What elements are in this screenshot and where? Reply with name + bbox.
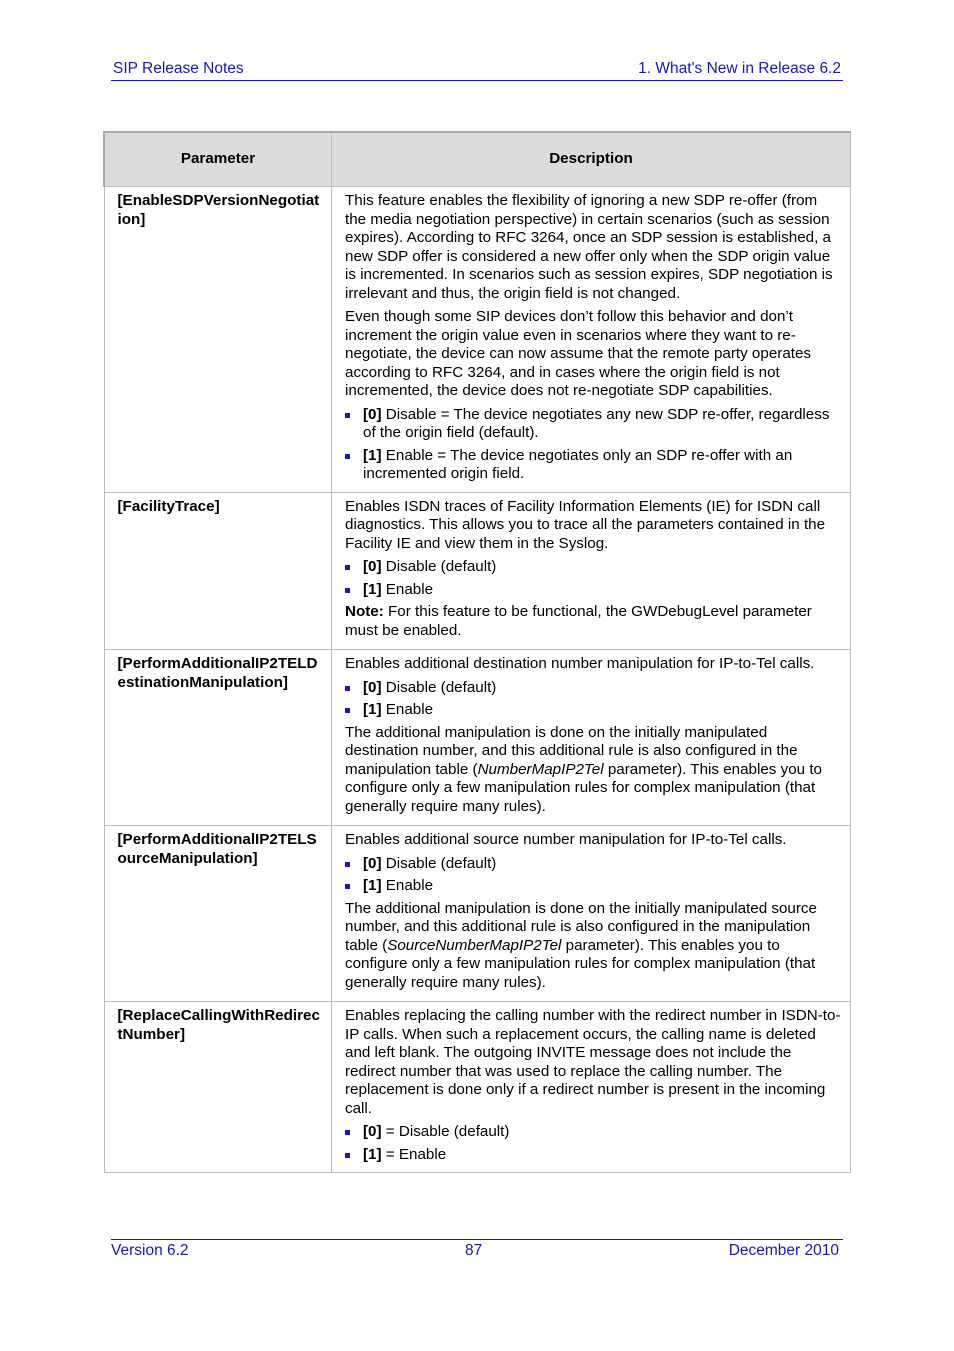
option-value: [0] [363, 1123, 382, 1140]
parameter-description [332, 650, 851, 826]
option-value: [1] [363, 446, 382, 464]
option-value: [1] [363, 580, 382, 598]
list-item [345, 558, 842, 577]
bullet-icon [345, 413, 350, 418]
note-paragraph [345, 603, 842, 640]
option-list [345, 406, 842, 484]
option-list [345, 679, 842, 720]
option-text: Disable (default) [381, 558, 497, 575]
description-paragraph: Enables ISDN traces of Facility Information Elements (IE) for ISDN call diagnostics. This allows you to trace all the parameters contained in the Facility IE and view them in the Syslog. [345, 497, 826, 552]
description-paragraph: Enables replacing the calling number with the redirect number in ISDN-to-IP calls. When such a replacement occurs, the calling name is deleted and left blank. The outgoing INVITE message does not include the redirect number that was used to replace the calling number. The replacement is done only if a redirect number is present in the incoming call. [345, 1007, 841, 1117]
option-text: Enable = The device negotiates only an SDP re-offer with an incremented origin field. [363, 446, 793, 482]
option-value: [0] [363, 854, 382, 872]
bullet-icon [345, 708, 350, 713]
table-header-row [104, 132, 851, 187]
page-header [111, 60, 843, 81]
footer-date: December 2010 [728, 1242, 839, 1259]
bullet-icon [345, 884, 350, 889]
option-text: Enable [381, 701, 434, 718]
header-doc-title: SIP Release Notes [113, 60, 244, 77]
bullet-icon [345, 686, 350, 691]
option-text: Disable (default) [381, 854, 497, 872]
description-paragraph: Enables additional source number manipulation for IP-to-Tel calls. [345, 831, 787, 848]
list-item [345, 679, 842, 698]
bullet-icon [345, 588, 350, 593]
parameter-name: [PerformAdditionalIP2TELDestinationManipulation] [104, 650, 332, 826]
column-header-parameter: Parameter [104, 132, 332, 187]
parameter-description [332, 492, 851, 650]
table-name: SourceNumberMapIP2Tel [387, 936, 562, 954]
option-text: Disable = The device negotiates any new SDP re-offer, regardless of the origin field (default). [363, 405, 830, 441]
option-value: [0] [363, 678, 382, 696]
parameter-description [332, 187, 851, 493]
parameter-name: [FacilityTrace] [104, 492, 332, 650]
bullet-icon [345, 862, 350, 867]
parameter-table [103, 131, 851, 1173]
list-item [345, 855, 842, 874]
parameter-description [332, 1002, 851, 1173]
text-run: The additional manipulation is done on the initially manipulated destination number, and this additional rule is also configured in the manipulation table ( [345, 723, 798, 778]
page-footer [111, 1239, 843, 1262]
option-text: Disable (default) [381, 678, 497, 696]
table-row [104, 650, 851, 826]
parameter-name: [EnableSDPVersionNegotiation] [104, 187, 332, 493]
description-paragraph: This feature enables the flexibility of ignoring a new SDP re-offer (from the media negotiation perspective) in certain scenarios (such as session expires). According to RFC 3264, once an SDP session is established, a new SDP offer is considered a new offer only when the SDP origin value is incremented. In scenarios such as session expires, SDP negotiation is irrelevant and thus, the origin field is not changed. [345, 192, 833, 302]
option-list [345, 855, 842, 896]
option-text: Enable [381, 877, 434, 894]
description-paragraph: Enables additional destination number manipulation for IP-to-Tel calls. [345, 655, 815, 672]
note-label: Note: [345, 603, 384, 620]
table-name: NumberMapIP2Tel [477, 760, 604, 778]
table-row [104, 826, 851, 1002]
option-value: [1] [363, 877, 382, 894]
parameter-name: [PerformAdditionalIP2TELSourceManipulation] [104, 826, 332, 1002]
list-item [345, 447, 842, 484]
option-text: = Disable (default) [381, 1123, 510, 1140]
column-header-description: Description [332, 132, 851, 187]
table-row [104, 492, 851, 650]
description-paragraph: Even though some SIP devices don’t follow this behavior and don’t increment the origin value even in scenarios where they want to re-negotiate, the device can now assume that the remote party operates according to RFC 3264, and in cases where the origin field is not incremented, the device does not re-negotiate SDP capabilities. [345, 308, 812, 399]
table-row [104, 1002, 851, 1173]
option-list [345, 558, 842, 599]
parameter-name: [ReplaceCallingWithRedirectNumber] [104, 1002, 332, 1173]
list-item [345, 877, 842, 896]
option-value: [1] [363, 1145, 382, 1163]
note-text: For this feature to be functional, the GWDebugLevel parameter must be enabled. [345, 603, 812, 639]
bullet-icon [345, 1130, 350, 1135]
text-run: parameter). This enables you to configure only a few manipulation rules for complex manipulation (that generally require many rules). [345, 760, 822, 815]
page-number: 87 [465, 1242, 483, 1259]
list-item [345, 1146, 842, 1165]
header-section-title: 1. What's New in Release 6.2 [638, 60, 841, 77]
option-text: Enable [381, 580, 434, 598]
text-run: The additional manipulation is done on the initially manipulated source number, and this additional rule is also configured in the manipulation table ( [345, 899, 817, 954]
bullet-icon [345, 565, 350, 570]
description-paragraph [345, 724, 842, 817]
list-item [345, 1123, 842, 1142]
option-value: [0] [363, 558, 382, 575]
list-item [345, 581, 842, 600]
table-row [104, 187, 851, 493]
description-paragraph [345, 900, 842, 993]
bullet-icon [345, 454, 350, 459]
option-value: [1] [363, 701, 382, 718]
list-item [345, 406, 842, 443]
option-list [345, 1123, 842, 1164]
option-value: [0] [363, 405, 382, 423]
bullet-icon [345, 1153, 350, 1158]
footer-version: Version 6.2 [111, 1242, 189, 1259]
parameter-description [332, 826, 851, 1002]
list-item [345, 701, 842, 720]
text-run: parameter). This enables you to configure only a few manipulation rules for complex manipulation (that generally require many rules). [345, 936, 816, 991]
option-text: = Enable [381, 1145, 447, 1163]
